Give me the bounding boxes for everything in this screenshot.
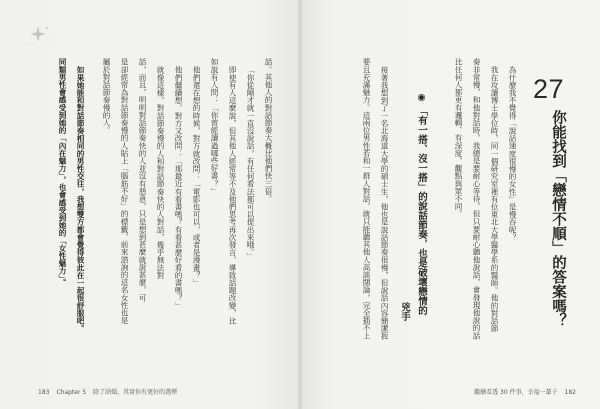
book-gutter [298,0,302,409]
body-column: 是卻經常為對話節奏慢的人貼上「腦筋不好」的標籤，前來諮詢的這名女性也是 [120,58,129,324]
intro-column: 奏非常慢，和他對話時，我總是要耐心等待，但只要耐心聽他說話，會發現他說的話 [472,58,481,340]
running-title: 除了結婚，其實你有更好的選擇 [93,389,178,396]
intro-column: 比任何人都更有邏輯、有深度，觀點與眾不同。 [454,58,463,218]
section-marker-icon: ◉ [416,92,427,103]
dialogue-column: 「你從剛才就一直沒說話，有任何看法都可以提出來哦。」 [246,65,255,260]
body-column: 要且充滿魅力。這兩位男性若和一群人對話，就只能聽其他人高談闊論，完全插不上 [362,58,371,340]
body-column: 他們繼續想，對方又改問：「那最近有看書嗎？有看甚麼好看的書嗎？」 [174,65,183,309]
section-heading-continued: 兇手 [399,302,410,321]
emphasis-column: 如果她能和對話節奏相同的男性交往，我想雙方都會覺得彼此在一起很舒服吧。 [76,65,85,332]
chapter-number: 27 [533,74,565,104]
chapter-label: Chapter 5 [56,389,87,396]
body-column: 話，而且，明明對話節奏快的人並沒有惡意，只是想到甚麼就說甚麼，可 [138,58,147,302]
running-title: 繼續看透 30 件事，幸福一輩子 [474,389,558,396]
emphasis-column: 同類男性會感受到她的「內在魅力」，也會感受到她的「女性魅力」。 [58,58,67,286]
body-column: 接著我想到了一名北海道大學的碩士生，他也是說話節奏很慢，但說話內容簡潔扼 [380,65,389,340]
page-number: 183 [38,389,50,396]
section-heading [415,92,427,315]
body-column: 就像這樣，對話節奏慢的人和對話節奏快的人對話，幾乎無法對 [156,65,165,279]
section-heading-text: 「有一搭、沒一搭」的說話節奏，也是破壞戀情的 [416,106,427,315]
body-column: 即使有人這麼說，但其他人經常等不及他們思考再次發言，導致話題改變，比 [228,65,237,324]
intro-column: 我在攻讀博士學位時，同一個研究室裡有位東北大學醫學系的醫師。他的對話節 [490,65,499,332]
intro-column: 為什麼我不覺得「說話速度很慢的女性」是慢吞呢？ [508,65,517,241]
chapter-title: 你能找到「戀情不順」的答案嗎？ [550,110,566,328]
body-column: 如說有人問：「你曾經讀過哪些好書？」 [210,58,219,195]
footer-right [474,389,576,397]
body-column: 話。其他人的對話節奏大概比他們快三倍。 [264,58,273,203]
body-column: 屬於對話節奏慢的人。 [102,58,111,134]
page-number: 182 [564,389,576,396]
body-column: 他們還在想的時候，對方就改問：「電影也可以，或者是漫畫？」 [192,65,201,286]
sparkle-icon [28,24,52,48]
footer-left [38,389,177,397]
